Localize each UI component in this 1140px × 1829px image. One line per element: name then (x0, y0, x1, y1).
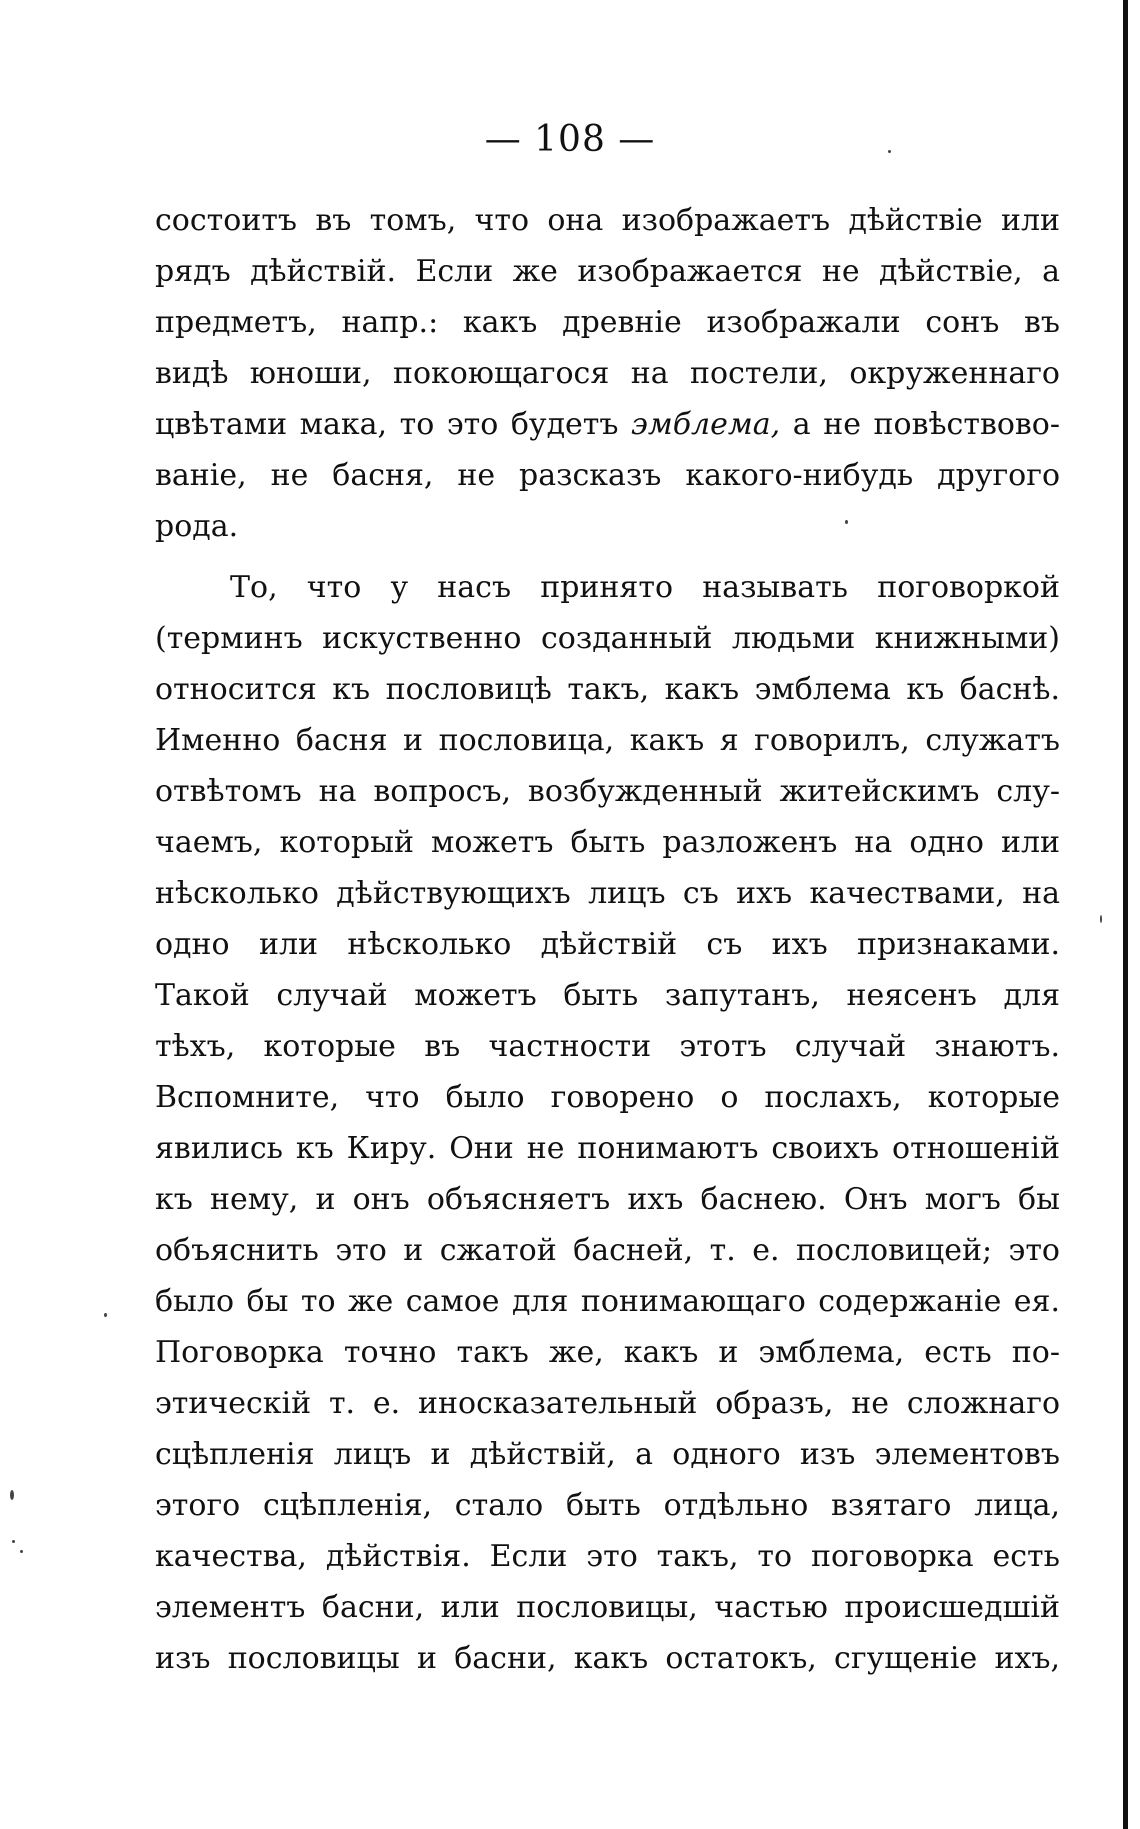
page-number: — 108 — (484, 119, 656, 160)
text-line: явились къ Киру. Они не понимаютъ своихъ отношеній (155, 1131, 1060, 1166)
scan-speck (104, 1313, 107, 1317)
emphasized-word: эмблема, (631, 407, 781, 442)
text-fragment: а не повѣствово- (780, 407, 1060, 442)
text-line: было бы то же самое для понимающаго содержаніе ея. (155, 1284, 1060, 1319)
text-line: Такой случай можетъ быть запутанъ, неясенъ для (155, 978, 1060, 1013)
scan-speck (10, 1490, 14, 1500)
scan-speck (20, 1550, 23, 1553)
text-line: То, что у насъ принято называть поговоркой (230, 570, 1060, 605)
text-line: качества, дѣйствія. Если это такъ, то поговорка есть (155, 1539, 1060, 1574)
text-line: тѣхъ, которые въ частности этотъ случай знаютъ. (155, 1029, 1060, 1064)
scan-speck (888, 150, 891, 153)
text-line: сцѣпленія лицъ и дѣйствій, а одного изъ элементовъ (155, 1437, 1060, 1472)
text-line: чаемъ, который можетъ быть разложенъ на одно или (155, 825, 1060, 860)
paragraph-1 (155, 195, 1060, 552)
scan-speck (1100, 915, 1102, 923)
text-line: къ нему, и онъ объясняетъ ихъ баснею. Онъ могъ бы (155, 1182, 1060, 1217)
paragraph-gap (155, 552, 1060, 562)
text-line: этого сцѣпленія, стало быть отдѣльно взятаго лица, (155, 1488, 1060, 1523)
page-edge-line (1123, 0, 1128, 1829)
text-line: одно или нѣсколько дѣйствій съ ихъ признаками. (155, 927, 1060, 962)
text-line: Вспомните, что было говорено о послахъ, которые (155, 1080, 1060, 1115)
text-line: объяснить это и сжатой басней, т. е. пословицей; это (155, 1233, 1060, 1268)
text-line: предметъ, напр.: какъ древніе изображали сонъ въ (155, 305, 1060, 340)
text-line: Поговорка точно такъ же, какъ и эмблема, есть по- (155, 1335, 1060, 1370)
scan-speck (12, 1540, 15, 1543)
text-line: ваніе, не басня, не разсказъ какого-нибудь другого (155, 458, 1060, 493)
text-line: изъ пословицы и басни, какъ остатокъ, сгущеніе ихъ, (155, 1641, 1060, 1676)
text-line: Именно басня и пословица, какъ я говорилъ, служатъ (155, 723, 1060, 758)
text-line: (терминъ искуственно созданный людьми книжными) (155, 621, 1060, 656)
paragraph-2 (155, 562, 1060, 1684)
text-line: этическій т. е. иносказательный образъ, не сложнаго (155, 1386, 1060, 1421)
text-fragment: цвѣтами мака, то это будетъ (155, 407, 632, 442)
text-line: относится къ пословицѣ такъ, какъ эмблема къ баснѣ. (155, 672, 1060, 707)
text-line: видѣ юноши, покоющагося на постели, окруженнаго (155, 356, 1060, 391)
text-line: нѣсколько дѣйствующихъ лицъ съ ихъ качествами, на (155, 876, 1060, 911)
text-line: элементъ басни, или пословицы, частью происшедшій (155, 1590, 1060, 1625)
text-line: состоитъ въ томъ, что она изображаетъ дѣйствіе или (155, 203, 1060, 238)
text-line: рядъ дѣйствій. Если же изображается не дѣйствіе, а (155, 254, 1060, 289)
body-text (155, 195, 1060, 1684)
scan-speck (845, 520, 848, 524)
text-line: рода. (155, 509, 239, 544)
text-line: отвѣтомъ на вопросъ, возбужденный житейскимъ слу- (155, 774, 1060, 809)
text-line-with-emphasis (155, 399, 1060, 450)
